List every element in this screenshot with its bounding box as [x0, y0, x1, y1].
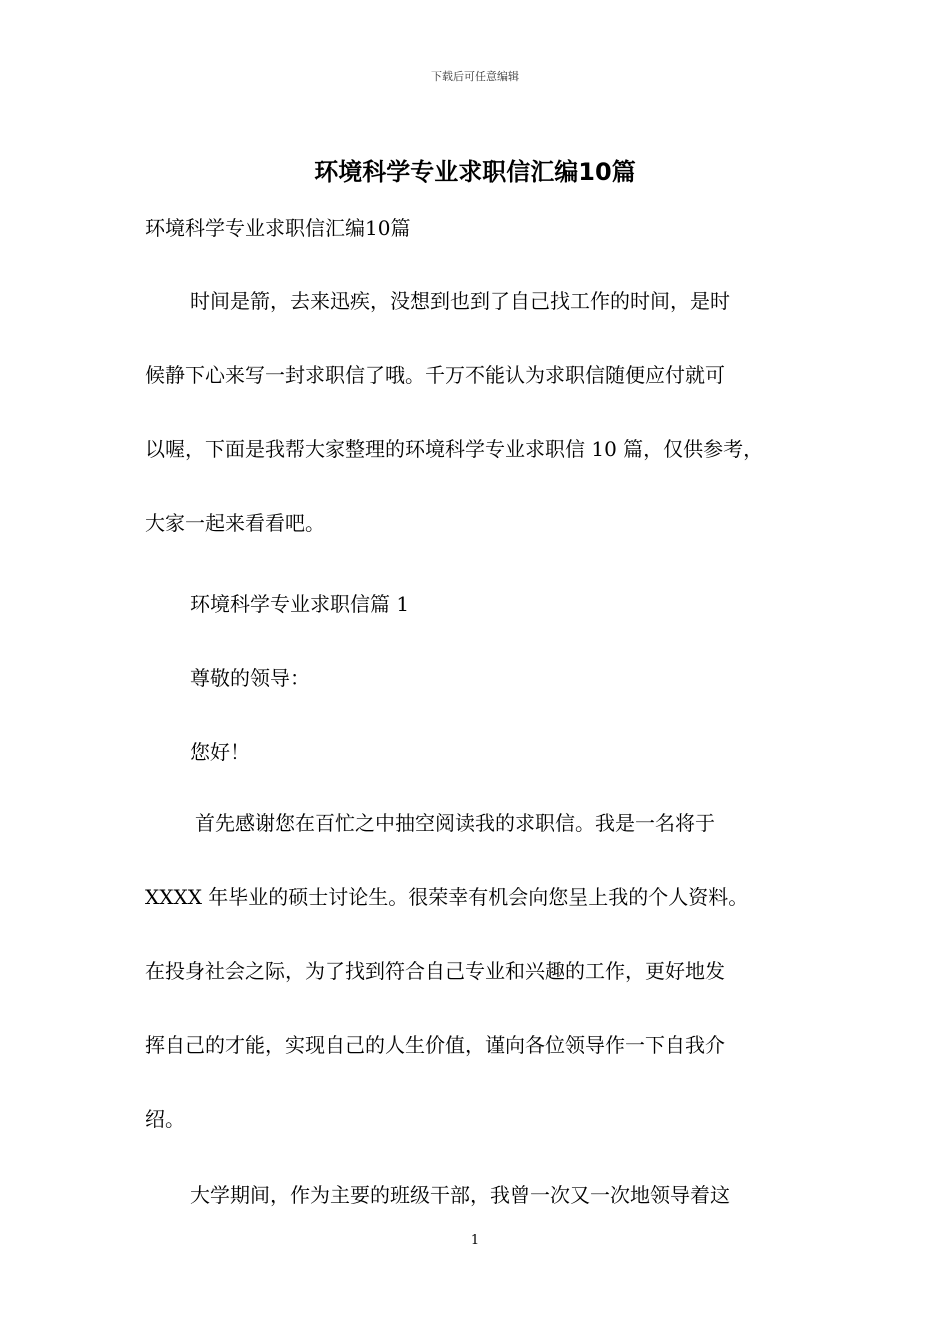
- intro-paragraph: [145, 264, 810, 560]
- section-heading: 环境科学专业求职信篇 1: [190, 592, 410, 616]
- intro-line: 大家一起来看看吧。: [145, 511, 325, 535]
- body-line: XXXX 年毕业的硕士讨论生。很荣幸有机会向您呈上我的个人资料。: [145, 885, 749, 909]
- body-line: 绍。: [145, 1107, 185, 1131]
- intro-line: 候静下心来写一封求职信了哦。千万不能认为求职信随便应付就可: [145, 363, 725, 387]
- document-title: 环境科学专业求职信汇编10篇: [314, 158, 636, 186]
- body-line: 首先感谢您在百忙之中抽空阅读我的求职信。我是一名将于: [195, 811, 715, 835]
- body-paragraph: [145, 786, 810, 1156]
- body-line: 挥自己的才能，实现自己的人生价值，谨向各位领导作一下自我介: [145, 1033, 725, 1057]
- document-subtitle: 环境科学专业求职信汇编10篇: [145, 216, 411, 240]
- header-note: 下载后可任意编辑: [431, 70, 519, 83]
- intro-line: 以喔，下面是我帮大家整理的环境科学专业求职信 10 篇，仅供参考，: [145, 437, 764, 461]
- page-number: 1: [470, 1233, 480, 1248]
- body-line: 大学期间，作为主要的班级干部，我曾一次又一次地领导着这: [190, 1183, 730, 1207]
- body-line: 在投身社会之际，为了找到符合自己专业和兴趣的工作，更好地发: [145, 959, 725, 983]
- salutation: 尊敬的领导：: [190, 666, 310, 690]
- greeting: 您好！: [190, 740, 250, 764]
- intro-line: 时间是箭，去来迅疾，没想到也到了自己找工作的时间，是时: [190, 289, 730, 313]
- body-paragraph: [145, 1158, 810, 1232]
